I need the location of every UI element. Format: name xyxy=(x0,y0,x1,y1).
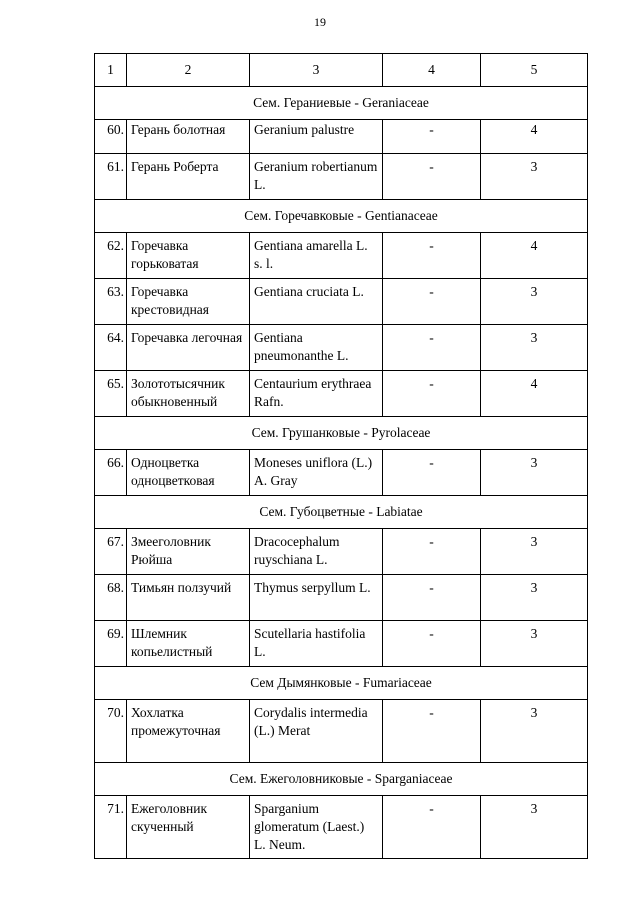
column-5-value: 4 xyxy=(481,233,588,279)
family-row xyxy=(95,87,588,120)
latin-name: Geranium palustre xyxy=(250,120,383,154)
column-header-3: 3 xyxy=(250,54,383,87)
latin-name: Corydalis intermedia (L.) Merat xyxy=(250,700,383,763)
family-name: Сем. Губоцветные - Labiatae xyxy=(95,496,588,529)
column-header-1: 1 xyxy=(95,54,127,87)
row-number: 71. xyxy=(95,796,127,859)
column-4-value: - xyxy=(383,279,481,325)
latin-name: Centaurium erythraea Rafn. xyxy=(250,371,383,417)
row-number: 66. xyxy=(95,450,127,496)
russian-name: Горечавка крестовидная xyxy=(127,279,250,325)
latin-name: Gentiana cruciata L. xyxy=(250,279,383,325)
russian-name: Золототысячник обыкновенный xyxy=(127,371,250,417)
family-row xyxy=(95,417,588,450)
russian-name: Тимьян ползучий xyxy=(127,575,250,621)
column-5-value: 3 xyxy=(481,796,588,859)
column-header-4: 4 xyxy=(383,54,481,87)
column-5-value: 4 xyxy=(481,371,588,417)
species-table xyxy=(94,53,588,859)
row-number: 67. xyxy=(95,529,127,575)
row-number: 62. xyxy=(95,233,127,279)
column-4-value: - xyxy=(383,529,481,575)
family-row xyxy=(95,200,588,233)
table-row xyxy=(95,700,588,763)
russian-name: Хохлатка промежуточная xyxy=(127,700,250,763)
family-name: Сем Дымянковые - Fumariaceae xyxy=(95,667,588,700)
family-name: Сем. Ежеголовниковые - Sparganiaceae xyxy=(95,763,588,796)
family-row xyxy=(95,763,588,796)
table-row xyxy=(95,371,588,417)
column-5-value: 3 xyxy=(481,325,588,371)
latin-name: Sparganium glomeratum (Laest.) L. Neum. xyxy=(250,796,383,859)
column-5-value: 3 xyxy=(481,450,588,496)
row-number: 64. xyxy=(95,325,127,371)
latin-name: Moneses uniflora (L.) A. Gray xyxy=(250,450,383,496)
table-row xyxy=(95,154,588,200)
column-5-value: 3 xyxy=(481,279,588,325)
column-4-value: - xyxy=(383,120,481,154)
family-name: Сем. Грушанковые - Pyrolaceae xyxy=(95,417,588,450)
table-row xyxy=(95,621,588,667)
column-5-value: 3 xyxy=(481,154,588,200)
row-number: 69. xyxy=(95,621,127,667)
latin-name: Scutellaria hastifolia L. xyxy=(250,621,383,667)
column-number-row xyxy=(95,54,588,87)
latin-name: Dracocephalum ruyschiana L. xyxy=(250,529,383,575)
latin-name: Gentiana amarella L. s. l. xyxy=(250,233,383,279)
column-5-value: 3 xyxy=(481,621,588,667)
family-row xyxy=(95,667,588,700)
russian-name: Шлемник копьелистный xyxy=(127,621,250,667)
column-4-value: - xyxy=(383,325,481,371)
column-header-5: 5 xyxy=(481,54,588,87)
family-name: Сем. Горечавковые - Gentianaceae xyxy=(95,200,588,233)
russian-name: Горечавка легочная xyxy=(127,325,250,371)
column-4-value: - xyxy=(383,233,481,279)
column-4-value: - xyxy=(383,700,481,763)
column-5-value: 3 xyxy=(481,575,588,621)
row-number: 63. xyxy=(95,279,127,325)
row-number: 60. xyxy=(95,120,127,154)
table-row xyxy=(95,575,588,621)
column-4-value: - xyxy=(383,450,481,496)
family-name: Сем. Гераниевые - Geraniaceae xyxy=(95,87,588,120)
row-number: 68. xyxy=(95,575,127,621)
column-4-value: - xyxy=(383,371,481,417)
column-4-value: - xyxy=(383,154,481,200)
row-number: 65. xyxy=(95,371,127,417)
russian-name: Герань Роберта xyxy=(127,154,250,200)
page-number: 19 xyxy=(314,15,326,29)
latin-name: Thymus serpyllum L. xyxy=(250,575,383,621)
table-row xyxy=(95,325,588,371)
column-5-value: 3 xyxy=(481,700,588,763)
column-4-value: - xyxy=(383,575,481,621)
russian-name: Горечавка горьковатая xyxy=(127,233,250,279)
table-row xyxy=(95,796,588,859)
row-number: 61. xyxy=(95,154,127,200)
russian-name: Одноцветка одноцветковая xyxy=(127,450,250,496)
family-row xyxy=(95,496,588,529)
latin-name: Geranium robertianum L. xyxy=(250,154,383,200)
table-row xyxy=(95,450,588,496)
column-4-value: - xyxy=(383,796,481,859)
table-row xyxy=(95,529,588,575)
column-5-value: 3 xyxy=(481,529,588,575)
table-row xyxy=(95,233,588,279)
column-4-value: - xyxy=(383,621,481,667)
latin-name: Gentiana pneumonanthe L. xyxy=(250,325,383,371)
russian-name: Змееголовник Рюйша xyxy=(127,529,250,575)
table-row xyxy=(95,279,588,325)
table-row xyxy=(95,120,588,154)
russian-name: Герань болотная xyxy=(127,120,250,154)
russian-name: Ежеголовник скученный xyxy=(127,796,250,859)
column-5-value: 4 xyxy=(481,120,588,154)
row-number: 70. xyxy=(95,700,127,763)
column-header-2: 2 xyxy=(127,54,250,87)
